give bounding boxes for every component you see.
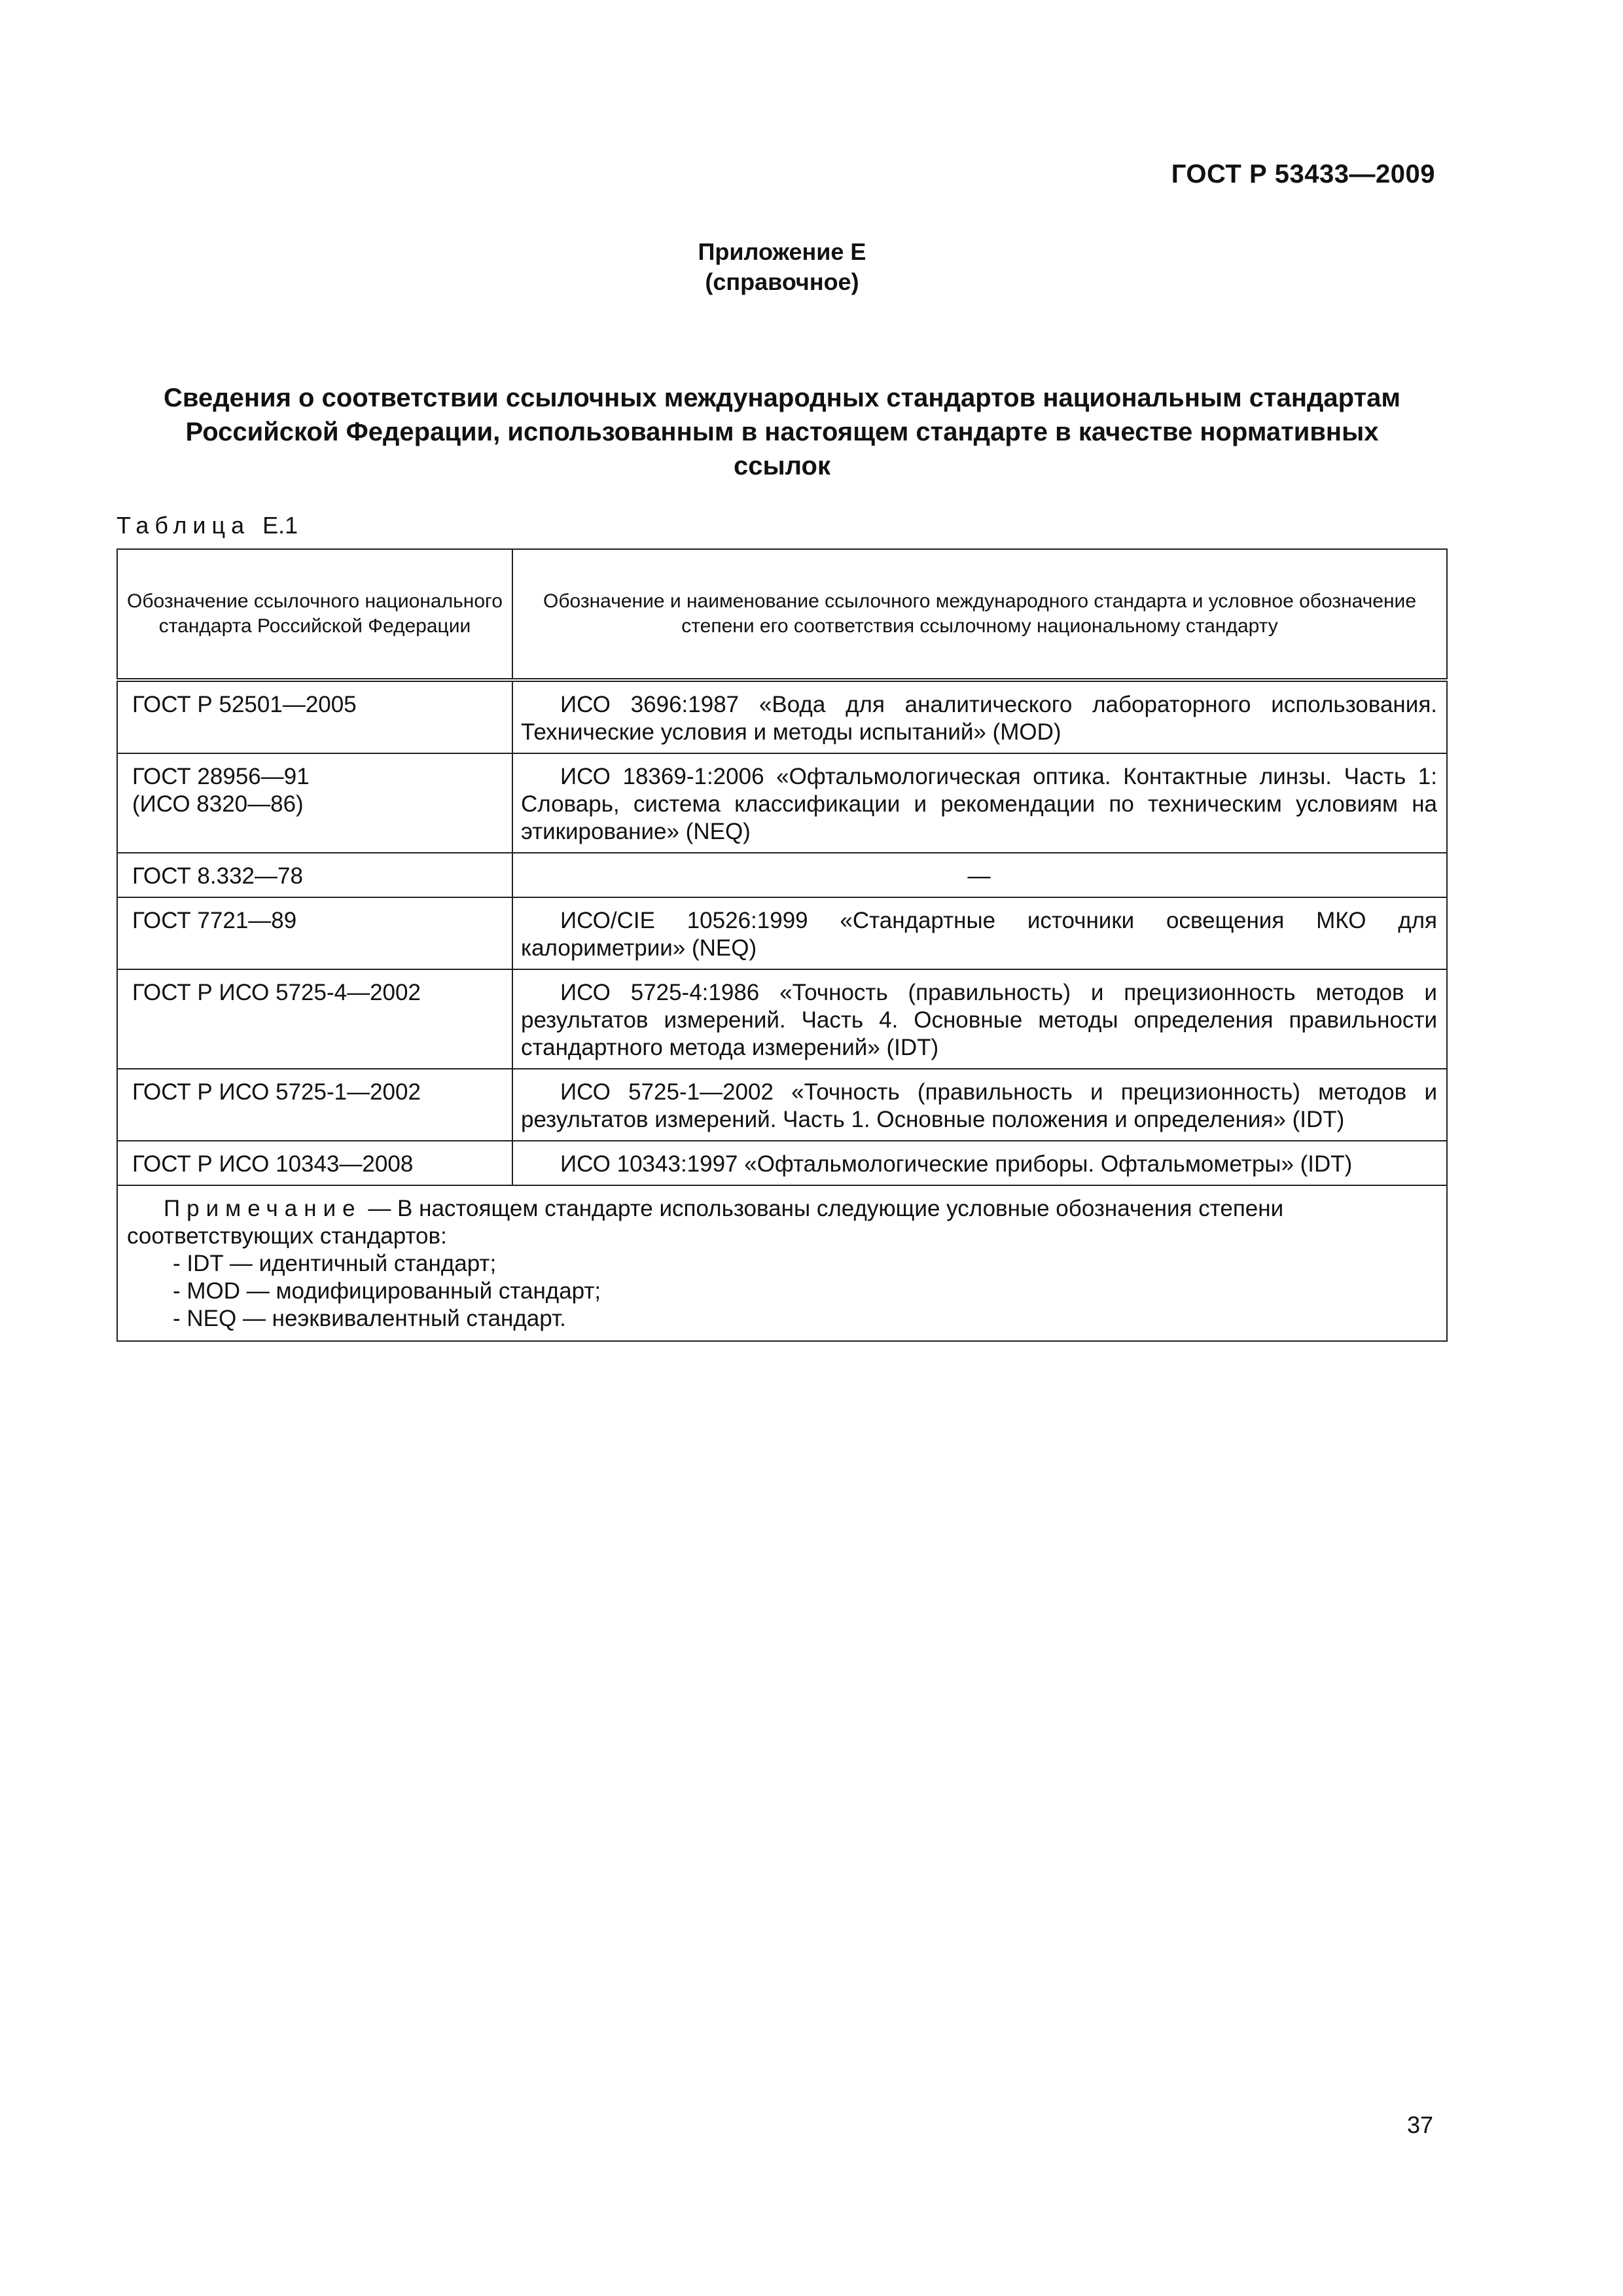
table-header-row [117,549,1447,680]
national-standard-code: ГОСТ 28956—91 [132,764,310,789]
table-row [117,753,1447,853]
table-row [117,853,1447,897]
appendix-title: Приложение Е [698,238,866,265]
national-standard-cell [117,753,512,853]
note-label: Примечание [164,1196,362,1221]
table-caption [116,512,298,539]
national-standard-equivalent: (ИСО 8320—86) [132,791,304,817]
section-title-line-3: ссылок [734,452,830,480]
international-standard-cell: — [512,853,1447,897]
appendix-subtitle: (справочное) [705,268,859,295]
international-standard-cell: ИСО 18369-1:2006 «Офтальмологическая оптика. Контактные линзы. Часть 1: Словарь, система классификации и рекомендации по техническим условиям на этикирование» (NEQ) [512,753,1447,853]
appendix-heading [0,237,1564,297]
header-national-standard: Обозначение ссылочного национального стандарта Российской Федерации [117,549,512,680]
table-row [117,897,1447,969]
table-note-row [117,1185,1447,1341]
table-caption-number: Е.1 [262,512,298,539]
section-title-line-2: Российской Федерации, использованным в настоящем стандарте в качестве нормативных [185,418,1379,446]
national-standard-cell [117,897,512,969]
national-standard-code: ГОСТ 7721—89 [132,908,297,933]
national-standard-cell [117,1069,512,1141]
national-standard-cell [117,853,512,897]
note-item-neq: - NEQ — неэквивалентный стандарт. [173,1306,566,1331]
note-item-idt: - IDT — идентичный стандарт; [173,1251,497,1276]
table-row [117,969,1447,1069]
international-standard-cell: ИСО 5725-4:1986 «Точность (правильность) и прецизионность методов и результатов измерений. Часть 4. Основные методы определения правильности стандартного метода измерений» (IDT) [512,969,1447,1069]
national-standard-code: ГОСТ Р 52501—2005 [132,692,357,717]
national-standard-cell [117,969,512,1069]
note-item-mod: - MOD — модифицированный стандарт; [173,1278,601,1304]
section-title-line-1: Сведения о соответствии ссылочных международных стандартов национальным стандартам [164,384,1400,412]
international-standard-cell: ИСО/CIE 10526:1999 «Стандартные источники освещения МКО для калориметрии» (NEQ) [512,897,1447,969]
table-caption-label: Таблица [116,512,251,539]
document-code: ГОСТ Р 53433—2009 [1171,160,1435,188]
table-row [117,680,1447,753]
note-text [127,1195,1437,1250]
national-standard-code: ГОСТ Р ИСО 5725-4—2002 [132,980,421,1005]
national-standard-code: ГОСТ Р ИСО 5725-1—2002 [132,1079,421,1105]
international-standard-cell: ИСО 3696:1987 «Вода для аналитического лабораторного использования. Технические условия и методы испытаний» (MOD) [512,680,1447,753]
page-number: 37 [1406,2111,1433,2138]
national-standard-code: ГОСТ 8.332—78 [132,863,303,889]
table-note [117,1185,1447,1341]
section-title [118,381,1446,483]
table-row [117,1141,1447,1185]
national-standard-code: ГОСТ Р ИСО 10343—2008 [132,1151,414,1177]
national-standard-cell [117,1141,512,1185]
table-row [117,1069,1447,1141]
international-standard-cell: ИСО 5725-1—2002 «Точность (правильность и прецизионность) методов и результатов измерений. Часть 1. Основные положения и определения» (IDT) [512,1069,1447,1141]
header-international-standard: Обозначение и наименование ссылочного международного стандарта и условное обозначение степени его соответствия ссылочному национальному стандарту [512,549,1447,680]
national-standard-cell [117,680,512,753]
correspondence-table [116,548,1448,1342]
note-body: — В настоящем стандарте использованы следующие условные обозначения степени соответствующих стандартов: [127,1196,1284,1249]
international-standard-cell: ИСО 10343:1997 «Офтальмологические приборы. Офтальмометры» (IDT) [512,1141,1447,1185]
